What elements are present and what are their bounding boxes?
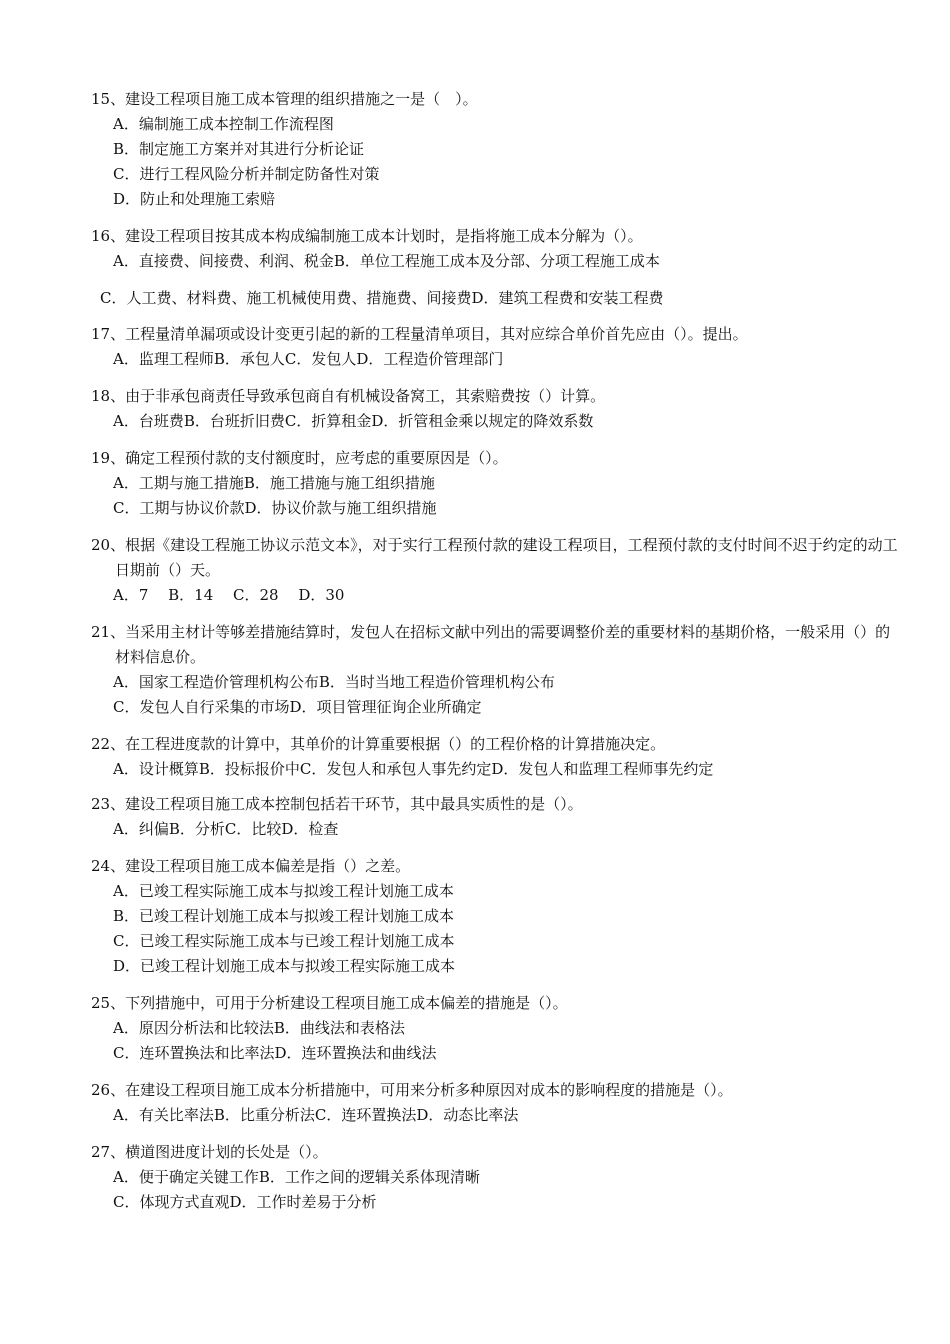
question-stem: 18、由于非承包商责任导致承包商自有机械设备窝工，其索赔费按（）计算。	[91, 387, 606, 405]
option-c: C．进行工程风险分析并制定防备性对策	[113, 165, 380, 183]
option-a: A．已竣工程实际施工成本与拟竣工程计划施工成本	[113, 882, 454, 900]
option-line-2: C．工期与协议价款D．协议价款与施工组织措施	[113, 499, 437, 517]
question-27	[91, 1140, 903, 1215]
option-d: D．已竣工程计划施工成本与拟竣工程实际施工成本	[113, 957, 456, 975]
question-23	[91, 792, 903, 842]
question-19	[91, 446, 903, 521]
question-20	[91, 533, 903, 608]
question-stem: 15、建设工程项目施工成本管理的组织措施之一是（ ）。	[91, 90, 478, 108]
question-18	[91, 384, 903, 434]
question-stem: 26、在建设工程项目施工成本分析措施中，可用来分析多种原因对成本的影响程度的措施是（）。	[91, 1081, 733, 1099]
question-21	[91, 620, 903, 720]
option-line-1: A．国家工程造价管理机构公布B．当时当地工程造价管理机构公布	[113, 673, 555, 691]
option-line-1: A．便于确定关键工作B．工作之间的逻辑关系体现清晰	[113, 1168, 480, 1186]
option-b: B．制定施工方案并对其进行分析论证	[113, 140, 365, 158]
question-24	[91, 854, 903, 979]
option-line-1: A．设计概算B．投标报价中C．发包人和承包人事先约定D．发包人和监理工程师事先约定	[113, 760, 714, 778]
question-stem: 20、根据《建设工程施工协议示范文本》，对于实行工程预付款的建设工程项目，工程预付款的支付时间不迟于约定的动工日期前（）天。	[91, 536, 898, 579]
option-line-1: A．原因分析法和比较法B．曲线法和表格法	[113, 1019, 405, 1037]
question-stem: 17、工程量清单漏项或设计变更引起的新的工程量清单项目，其对应综合单价首先应由（）。提出。	[91, 325, 748, 343]
option-a: A．编制施工成本控制工作流程图	[113, 115, 334, 133]
option-d: D．防止和处理施工索赔	[113, 190, 276, 208]
option-line-1: A．纠偏B．分析C．比较D．检查	[113, 820, 339, 838]
option-line-2: C．人工费、材料费、施工机械使用费、措施费、间接费D．建筑工程费和安装工程费	[100, 289, 664, 307]
question-15	[91, 87, 903, 212]
question-17	[91, 322, 903, 372]
question-stem: 23、建设工程项目施工成本控制包括若干环节，其中最具实质性的是（）。	[91, 795, 583, 813]
option-line-1: A．7 B．14 C．28 D．30	[113, 586, 345, 604]
option-line-1: A．工期与施工措施B．施工措施与施工组织措施	[113, 474, 435, 492]
question-25	[91, 991, 903, 1066]
option-line-2: C．发包人自行采集的市场D．项目管理征询企业所确定	[113, 698, 482, 716]
question-stem: 25、下列措施中，可用于分析建设工程项目施工成本偏差的措施是（）。	[91, 994, 568, 1012]
question-stem: 19、确定工程预付款的支付额度时，应考虑的重要原因是（）。	[91, 449, 508, 467]
option-line-1: A．有关比率法B．比重分析法C．连环置换法D．动态比率法	[113, 1106, 519, 1124]
question-stem: 22、在工程进度款的计算中，其单价的计算重要根据（）的工程价格的计算措施决定。	[91, 735, 666, 753]
question-22	[91, 732, 903, 782]
option-c: C．已竣工程实际施工成本与已竣工程计划施工成本	[113, 932, 455, 950]
question-16	[91, 224, 903, 311]
option-b: B．已竣工程计划施工成本与拟竣工程计划施工成本	[113, 907, 455, 925]
option-line-2: C．连环置换法和比率法D．连环置换法和曲线法	[113, 1044, 437, 1062]
question-stem: 21、当采用主材计等够差措施结算时，发包人在招标文献中列出的需要调整价差的重要材料的基期价格，一般采用（）的材料信息价。	[91, 623, 891, 666]
question-26	[91, 1078, 903, 1128]
option-line-1: A．台班费B．台班折旧费C．折算租金D．折管租金乘以规定的降效系数	[113, 412, 594, 430]
option-line-1: A．直接费、间接费、利润、税金B．单位工程施工成本及分部、分项工程施工成本	[113, 252, 660, 270]
option-line-1: A．监理工程师B．承包人C．发包人D．工程造价管理部门	[113, 350, 504, 368]
question-stem: 24、建设工程项目施工成本偏差是指（）之差。	[91, 857, 411, 875]
question-stem: 27、横道图进度计划的长处是（）。	[91, 1143, 328, 1161]
option-line-2: C．体现方式直观D．工作时差易于分析	[113, 1193, 377, 1211]
question-stem: 16、建设工程项目按其成本构成编制施工成本计划时，是指将施工成本分解为（）。	[91, 227, 643, 245]
